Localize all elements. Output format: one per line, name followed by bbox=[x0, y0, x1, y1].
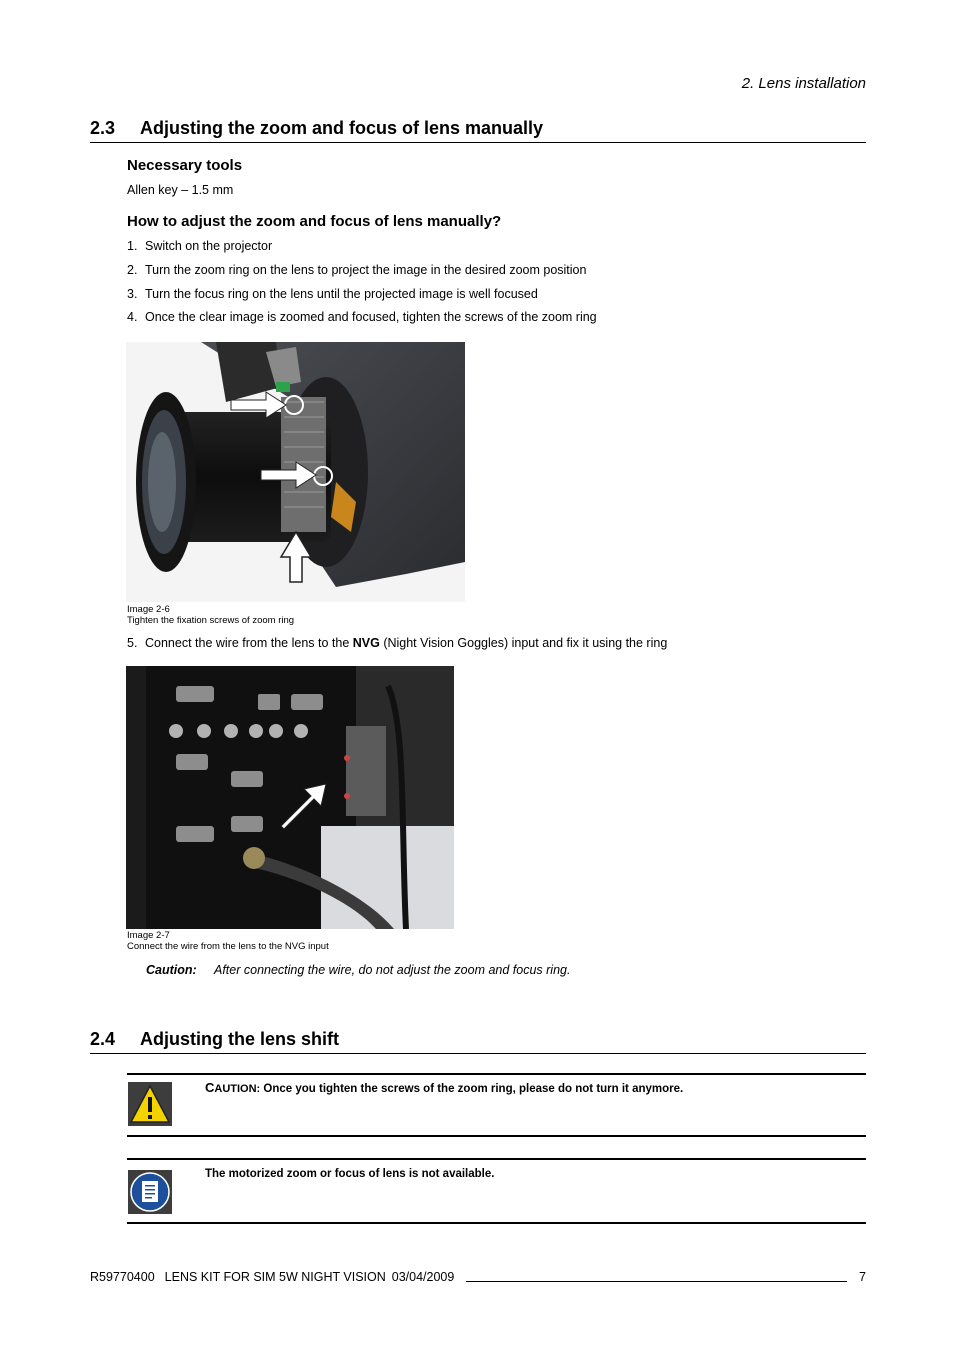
step-text-post: (Night Vision Goggles) input and fix it using the ring bbox=[379, 636, 668, 650]
lens-photo-illustration bbox=[126, 342, 465, 602]
info-box bbox=[127, 1158, 866, 1224]
caution-box-label-initial: C bbox=[205, 1080, 215, 1095]
nvg-term: NVG bbox=[352, 636, 380, 650]
image-caption-text: Tighten the fixation screws of zoom ring bbox=[127, 615, 295, 626]
step-4 bbox=[127, 310, 597, 324]
section-heading-2-3 bbox=[90, 118, 866, 143]
page-footer bbox=[90, 1270, 866, 1284]
step-text-pre: Connect the wire from the lens to the bbox=[145, 636, 353, 650]
section-title: Adjusting the zoom and focus of lens manually bbox=[140, 118, 544, 138]
caution-note bbox=[146, 963, 570, 977]
step-5 bbox=[127, 636, 667, 650]
tools-heading: Necessary tools bbox=[127, 157, 243, 174]
info-box-text: The motorized zoom or focus of lens is not available. bbox=[205, 1168, 495, 1180]
howto-heading: How to adjust the zoom and focus of lens manually? bbox=[127, 213, 502, 230]
step-number: 2. bbox=[127, 263, 138, 277]
step-2 bbox=[127, 263, 586, 277]
step-3 bbox=[127, 287, 538, 301]
caution-box-message: Once you tighten the screws of the zoom ring, please do not turn it anymore. bbox=[260, 1083, 684, 1095]
step-text: Once the clear image is zoomed and focused, tighten the screws of the zoom ring bbox=[145, 310, 597, 324]
image-id: Image 2-7 bbox=[127, 930, 170, 941]
warning-triangle-icon bbox=[128, 1082, 172, 1131]
lens-photo bbox=[126, 342, 465, 602]
section-title: Adjusting the lens shift bbox=[140, 1029, 340, 1049]
caution-box-text bbox=[205, 1080, 683, 1095]
image-caption-text: Connect the wire from the lens to the NVG input bbox=[127, 941, 329, 952]
step-number: 3. bbox=[127, 287, 138, 301]
step-text: Switch on the projector bbox=[145, 239, 273, 253]
info-document-icon bbox=[128, 1170, 172, 1219]
step-text: Turn the focus ring on the lens until the projected image is well focused bbox=[145, 287, 538, 301]
footer-rule bbox=[466, 1273, 847, 1282]
step-1 bbox=[127, 239, 272, 253]
caution-box-label bbox=[205, 1080, 260, 1095]
section-number: 2.4 bbox=[90, 1029, 116, 1049]
connector-panel-illustration bbox=[126, 666, 454, 929]
tools-text: Allen key – 1.5 mm bbox=[127, 183, 234, 197]
step-number: 1. bbox=[127, 239, 138, 253]
connector-panel-photo bbox=[126, 666, 454, 929]
image-2-6-caption bbox=[127, 604, 294, 626]
running-header: 2. Lens installation bbox=[741, 75, 866, 92]
doc-title: LENS KIT FOR SIM 5W NIGHT VISION bbox=[164, 1270, 386, 1284]
caution-box-label-rest: AUTION: bbox=[214, 1083, 261, 1095]
image-2-7-caption bbox=[127, 930, 329, 952]
caution-label: Caution: bbox=[146, 963, 197, 977]
step-number: 4. bbox=[127, 310, 138, 324]
page-number: 7 bbox=[859, 1270, 866, 1284]
section-number: 2.3 bbox=[90, 118, 116, 138]
step-number: 5. bbox=[127, 636, 138, 650]
section-heading-2-4 bbox=[90, 1029, 866, 1054]
caution-text: After connecting the wire, do not adjust the zoom and focus ring. bbox=[214, 963, 571, 977]
doc-date: 03/04/2009 bbox=[391, 1270, 455, 1284]
step-text: Turn the zoom ring on the lens to project the image in the desired zoom position bbox=[145, 263, 587, 277]
image-id: Image 2-6 bbox=[127, 604, 170, 615]
caution-box bbox=[127, 1073, 866, 1137]
doc-number: R59770400 bbox=[90, 1270, 155, 1284]
